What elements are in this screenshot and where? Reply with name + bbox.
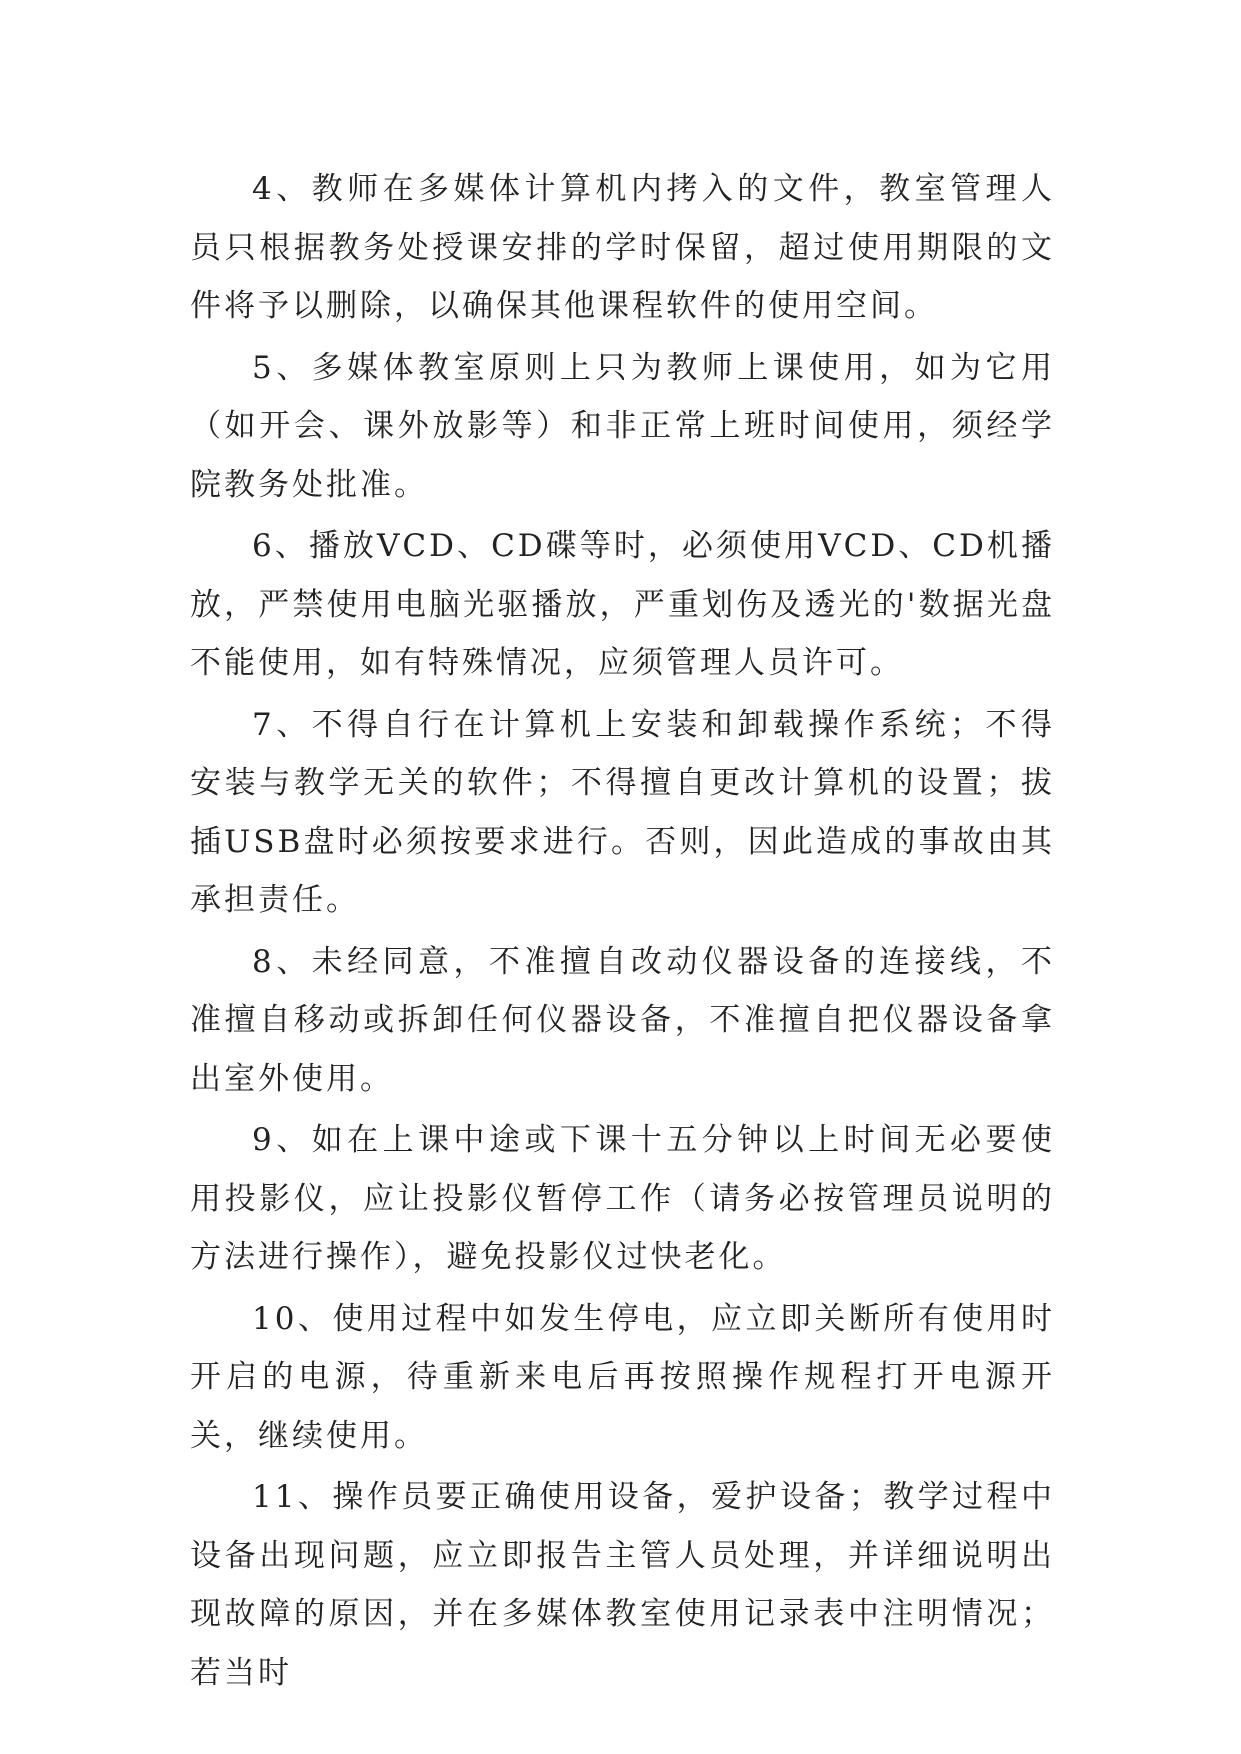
paragraph-4: 4、教师在多媒体计算机内拷入的文件，教室管理人员只根据教务处授课安排的学时保留，超过使用期限的文件将予以删除，以确保其他课程软件的使用空间。 (190, 171, 1055, 324)
paragraph-6: 6、播放VCD、CD碟等时，必须使用VCD、CD机播放，严禁使用电脑光驱播放，严重划伤及透光的'数据光盘不能使用，如有特殊情况，应须管理人员许可。 (190, 528, 1055, 681)
paragraph-10: 10、使用过程中如发生停电，应立即关断所有使用时开启的电源，待重新来电后再按照操作规程打开电源开关，继续使用。 (190, 1300, 1055, 1454)
paragraph-9: 9、如在上课中途或下课十五分钟以上时间无必要使用投影仪，应让投影仪暂停工作（请务必按管理员说明的方法进行操作），避免投影仪过快老化。 (190, 1122, 1055, 1275)
paragraph-7: 7、不得自行在计算机上安装和卸载操作系统；不得安装与教学无关的软件；不得擅自更改计算机的设置；拔插USB盘时必须按要求进行。否则，因此造成的事故由其承担责任。 (190, 706, 1055, 918)
paragraph-5: 5、多媒体教室原则上只为教师上课使用，如为它用（如开会、课外放影等）和非正常上班时间使用，须经学院教务处批准。 (190, 349, 1055, 503)
paragraph-11: 11、操作员要正确使用设备，爱护设备；教学过程中设备出现问题，应立即报告主管人员处理，并详细说明出现故障的原因，并在多媒体教室使用记录表中注明情况；若当时 (190, 1479, 1055, 1691)
document-body (190, 160, 1055, 1705)
paragraph-8: 8、未经同意，不准擅自改动仪器设备的连接线，不准擅自移动或拆卸任何仪器设备，不准擅自把仪器设备拿出室外使用。 (190, 943, 1055, 1097)
